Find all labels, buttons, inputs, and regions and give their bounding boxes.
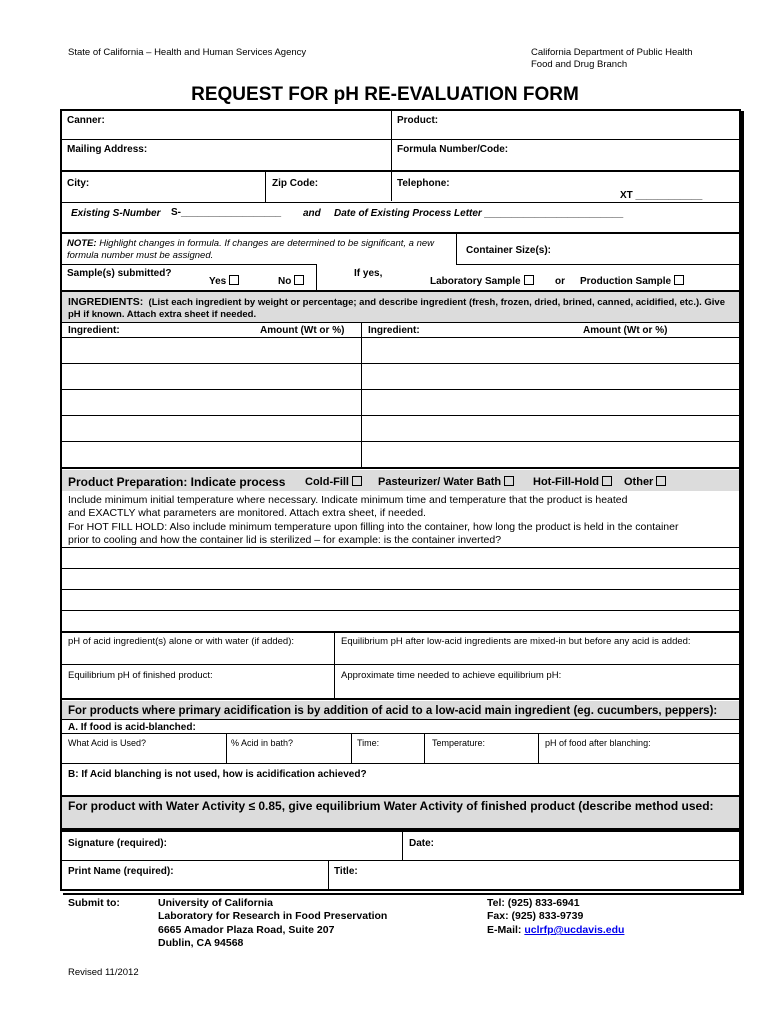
email-label: E-Mail: [487,924,525,936]
preparation-instructions-1: Include minimum initial temperature where necessary. Indicate minimum time and temperature that the product is heated [68,494,628,506]
pasteurizer-label: Pasteurizer/ Water Bath [378,476,502,488]
formula-field[interactable] [392,140,739,170]
city-field[interactable] [62,172,265,202]
divider [334,632,335,698]
equilibrium-finished-ph-label: Equilibrium pH of finished product: [68,670,213,681]
divider [62,202,739,203]
print-name-field[interactable] [63,861,327,889]
other-option[interactable] [624,476,666,488]
email-link[interactable]: uclrfp@ucdavis.edu [524,924,625,936]
equilibrium-low-acid-ph-field[interactable] [336,648,738,663]
divider [538,733,539,763]
no-checkbox[interactable] [294,275,304,285]
title-field[interactable] [330,861,739,889]
address-line-1: University of California [158,897,273,909]
divider [62,264,316,265]
preparation-heading: Product Preparation: Indicate process [68,475,286,489]
divider [456,233,457,264]
extension-field[interactable]: XT ____________ [620,190,703,201]
approx-time-field[interactable] [336,682,738,697]
what-acid-field[interactable] [63,750,225,762]
telephone-label: Telephone: [397,178,450,189]
divider [226,733,227,763]
approx-time-label: Approximate time needed to achieve equilibrium pH: [341,670,562,681]
form-title: REQUEST FOR pH RE-EVALUATION FORM [191,84,579,105]
product-label: Product: [397,115,439,126]
preparation-instructions-3: For HOT FILL HOLD: Also include minimum temperature upon filling into the container, how long the product is held in the container [68,521,679,533]
production-sample-checkbox[interactable] [674,275,684,285]
yes-option[interactable] [209,275,239,287]
time-field[interactable] [353,750,423,762]
and-label: and [303,208,321,219]
equilibrium-finished-ph-field[interactable] [63,682,333,697]
date-existing-letter-field[interactable]: Date of Existing Process Letter _________________________ [334,208,624,219]
department-header: California Department of Public Health [531,47,693,58]
mailing-address-field[interactable] [62,140,391,170]
preparation-entry[interactable] [63,548,739,631]
divider [62,232,739,234]
production-sample-option[interactable] [580,275,684,287]
divider [62,698,739,700]
canner-label: Canner: [67,115,105,126]
address-line-3: 6665 Amador Plaza Road, Suite 207 [158,924,335,936]
canner-field[interactable] [62,111,391,139]
ingredient-col-header-2: Ingredient: [368,325,420,336]
no-label: No [278,276,292,287]
mailing-address-label: Mailing Address: [67,144,148,155]
or-label: or [555,276,565,287]
cold-fill-checkbox[interactable] [352,476,362,486]
divider [402,832,403,860]
pasteurizer-checkbox[interactable] [504,476,514,486]
lab-sample-checkbox[interactable] [524,275,534,285]
ph-after-blanching-label: pH of food after blanching: [545,738,651,748]
amount-col-header: Amount (Wt or %) [260,325,345,336]
ingredients-instructions [68,296,728,321]
print-name-label: Print Name (required): [68,866,174,877]
signature-shadow-bottom [63,893,744,895]
amount-col-header-2: Amount (Wt or %) [583,325,668,336]
address-line-2: Laboratory for Research in Food Preservation [158,910,388,922]
time-label: Time: [357,738,380,748]
divider [424,733,425,763]
form-shadow-right [741,111,744,832]
pct-acid-field[interactable] [228,750,350,762]
note-body: Highlight changes in formula. If changes are determined to be significant, a new formula number must be assigned. [67,238,435,261]
no-option[interactable] [278,275,304,287]
existing-s-number-label: Existing S-Number [71,208,161,219]
divider [456,264,739,265]
water-activity-heading: For product with Water Activity ≤ 0.85, give equilibrium Water Activity of finished product (describe method used: [68,799,714,813]
samples-submitted-label: Sample(s) submitted? [67,268,172,279]
note-label: NOTE: [67,238,97,249]
agency-header: State of California – Health and Human Services Agency [68,47,307,58]
lab-sample-option[interactable] [430,275,534,287]
temperature-label: Temperature: [432,738,486,748]
divider [62,733,739,734]
cold-fill-label: Cold-Fill [305,476,349,488]
fax-number: Fax: (925) 833-9739 [487,910,584,922]
divider [62,631,739,633]
tel-number: Tel: (925) 833-6941 [487,897,580,909]
city-label: City: [67,178,90,189]
acid-blanched-label: A. If food is acid-blanched: [68,722,196,733]
pasteurizer-option[interactable] [378,476,514,488]
acid-ingredient-ph-label: pH of acid ingredient(s) alone or with water (if added): [68,636,295,647]
hot-fill-label: Hot-Fill-Hold [533,476,599,488]
lab-sample-label: Laboratory Sample [430,276,521,287]
branch-header: Food and Drug Branch [531,59,628,70]
zip-field[interactable] [266,172,391,202]
divider [328,861,329,889]
divider [62,719,739,720]
preparation-instructions-2: and EXACTLY what parameters are monitored. Attach extra sheet, if needed. [68,507,426,519]
other-label: Other [624,476,654,488]
formula-label: Formula Number/Code: [397,144,509,155]
preparation-instructions-4: prior to cooling and how the container lid is sterilized – for example: is the container inverted? [68,534,502,546]
email-line [487,924,624,938]
if-yes-label: If yes, [354,268,383,279]
submit-to-label: Submit to: [68,897,120,909]
acidification-method-label: B: If Acid blanching is not used, how is acidification achieved? [68,769,367,780]
signature-label: Signature (required): [68,838,167,849]
hot-fill-checkbox[interactable] [602,476,612,486]
revised-date: Revised 11/2012 [68,967,139,978]
acid-ingredient-ph-field[interactable] [63,648,333,663]
date-field[interactable] [404,832,739,860]
hot-fill-option[interactable] [533,476,612,488]
ingredients-instructions-text: (List each ingredient by weight or percentage; and describe ingredient (fresh, frozen, dried, brined, canned, acidified, etc.). Give pH if known. Attach extra sheet if needed. [68,297,725,320]
cold-fill-option[interactable] [305,476,362,488]
note-text [67,238,452,262]
container-size-label: Container Size(s): [466,245,552,256]
divider [62,322,739,323]
signature-shadow-right [741,832,744,893]
divider [62,467,739,469]
divider [62,763,739,764]
equilibrium-low-acid-ph-label: Equilibrium pH after low-acid ingredients are mixed-in but before any acid is added: [341,636,691,647]
pct-acid-label: % Acid in bath? [231,738,294,748]
address-line-4: Dublin, CA 94568 [158,937,244,949]
production-sample-label: Production Sample [580,276,672,287]
ingredients-heading: INGREDIENTS: [68,296,144,308]
yes-label: Yes [209,276,227,287]
ingredient-entry-left[interactable] [63,338,361,466]
other-checkbox[interactable] [656,476,666,486]
ph-after-blanching-field[interactable] [540,750,738,762]
product-field[interactable] [392,111,739,139]
divider [351,733,352,763]
ingredient-col-header: Ingredient: [68,325,120,336]
signature-field[interactable] [63,832,401,860]
temperature-field[interactable] [426,750,537,762]
date-label: Date: [409,838,435,849]
title-label: Title: [334,866,358,877]
zip-label: Zip Code: [272,178,319,189]
divider [316,264,317,290]
yes-checkbox[interactable] [229,275,239,285]
acidification-heading: For products where primary acidification is by addition of acid to a low-acid main ingredient (eg. cucumbers, peppers): [68,705,718,717]
ingredient-entry-right[interactable] [362,338,739,466]
what-acid-label: What Acid is Used? [68,738,147,748]
acidification-method-field[interactable] [63,782,739,794]
divider [62,664,739,665]
s-number-field[interactable]: S-__________________ [171,207,282,218]
